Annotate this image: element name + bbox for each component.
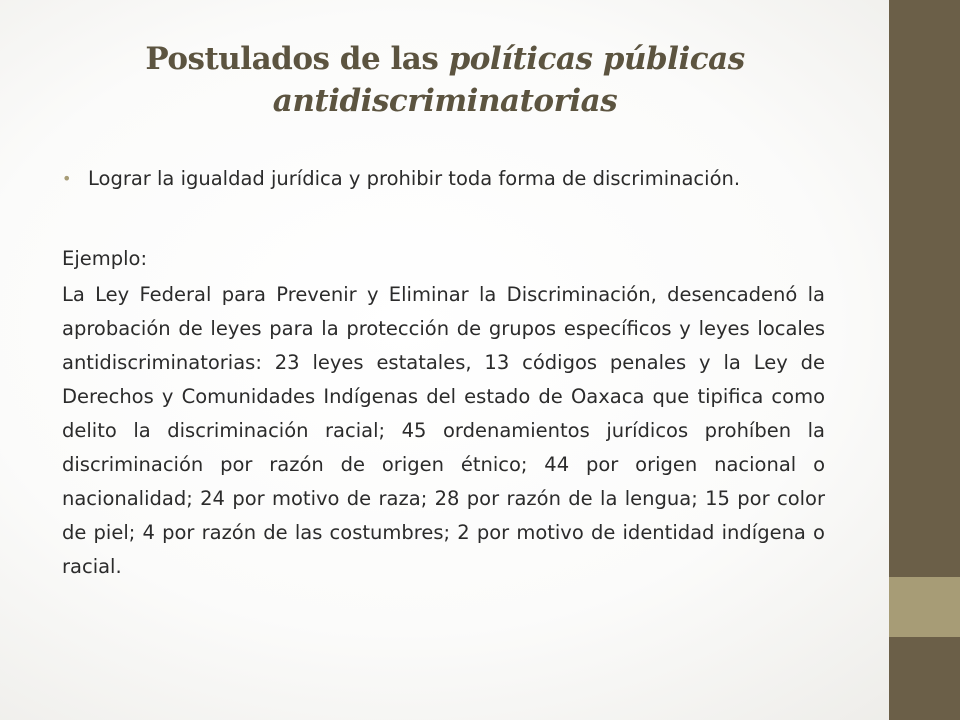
example-paragraph: La Ley Federal para Prevenir y Eliminar la Discriminación, desencadenó la aprobación de leyes para la protección de grupos específicos y leyes locales antidiscriminatorias: 23 leyes estatales, 13 códigos penales y la Ley de Derechos y Comunidades Indígenas del estado de Oaxaca que tipifica como delito la discriminación racial; 45 ordenamientos jurídicos prohíben la discriminación por razón de origen étnico; 44 por origen nacional o nacionalidad; 24 por motivo de raza; 28 por razón de la lengua; 15 por color de piel; 4 por razón de las costumbres; 2 por motivo de identidad indígena o racial. [62, 283, 825, 578]
slide-content [62, 162, 825, 584]
example-label: Ejemplo: [62, 247, 148, 270]
slide-title-regular: Postulados de las [145, 41, 449, 77]
slide-title [80, 38, 810, 122]
bullet-dot-icon: • [62, 169, 72, 188]
slide-title-italic: políticas públicas antidiscriminatorias [272, 41, 745, 119]
bullet-item [62, 162, 825, 196]
decorative-side-bar-accent [889, 577, 960, 637]
bullet-text: Lograr la igualdad jurídica y prohibir toda forma de discriminación. [88, 167, 741, 190]
